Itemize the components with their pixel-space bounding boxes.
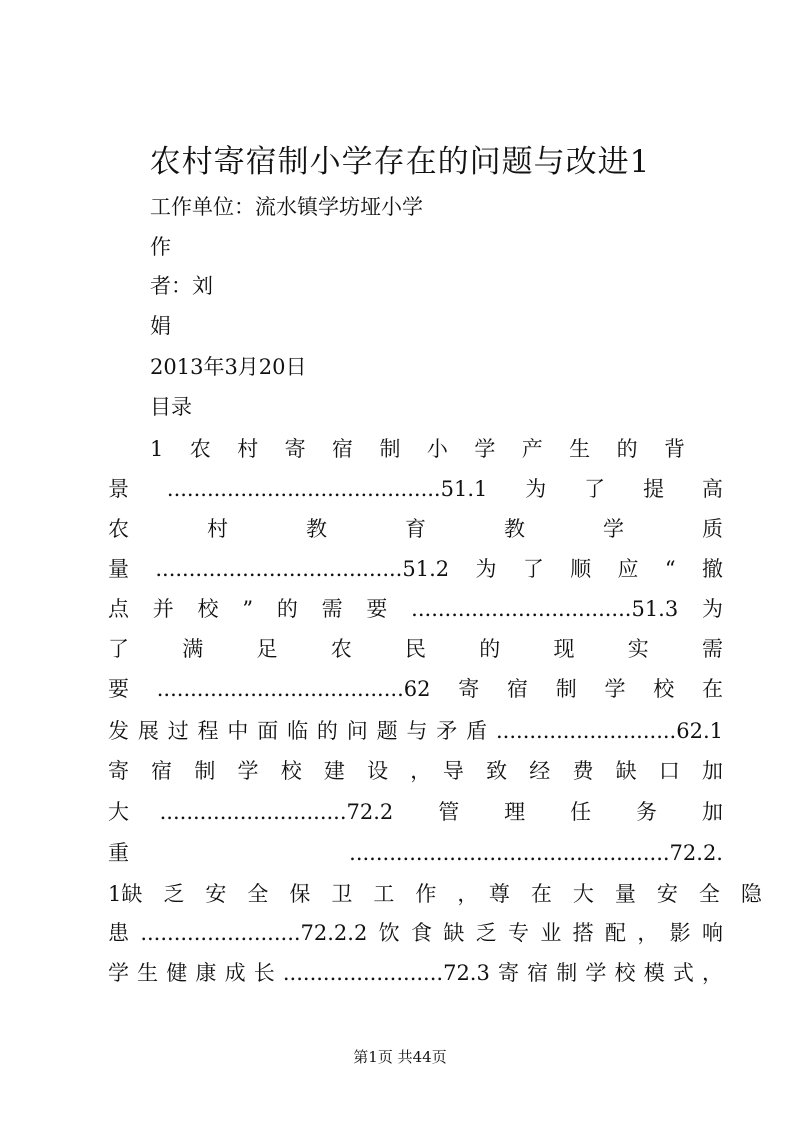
author-line-3: 娟: [150, 314, 171, 338]
toc-line: 点并校”的需要.................................51.3为: [108, 597, 723, 621]
date-line: 2013年3月20日: [150, 355, 307, 379]
author-line-2: 者：刘: [150, 274, 213, 298]
toc-line: 1 农 村 寄 宿 制 小 学 产 生 的 背: [150, 437, 685, 461]
toc-line: 1缺 乏 安 全 保 卫 工 作 ， 尊 在 大 量 安 全 隐: [108, 882, 762, 906]
toc-line: 学生健康成长........................72.3寄宿制学校模式，: [108, 961, 723, 985]
toc-line: 寄 宿 制 学 校 建 设 ， 导 致 经 费 缺 口 加: [108, 759, 723, 783]
toc-line: 发展过程中面临的问题与矛盾...........................62.1: [108, 719, 723, 743]
toc-line: 重................................................72.2.: [108, 841, 723, 865]
document-title: 农村寄宿制小学存在的问题与改进1: [149, 144, 651, 180]
toc-line: 要.....................................62寄宿制学校在: [108, 677, 723, 701]
toc-line: 农 村 教 育 教 学 质: [108, 517, 723, 541]
author-line-1: 作: [150, 235, 171, 259]
toc-line: 量.....................................51.2为了顺应“撤: [108, 557, 723, 581]
toc-heading: 目录: [150, 395, 192, 419]
toc-line: 患........................72.2.2饮食缺乏专业搭配，影响: [108, 921, 723, 945]
toc-line: 大 ............................72.2 管 理 任 务 加: [108, 800, 723, 824]
toc-line: 了 满 足 农 民 的 现 实 需: [108, 637, 723, 661]
toc-line: 景.........................................51.1为了提高: [108, 477, 723, 501]
work-unit-line: 工作单位：流水镇学坊垭小学: [150, 195, 423, 219]
page-footer: 第1页 共44页: [353, 1048, 447, 1066]
